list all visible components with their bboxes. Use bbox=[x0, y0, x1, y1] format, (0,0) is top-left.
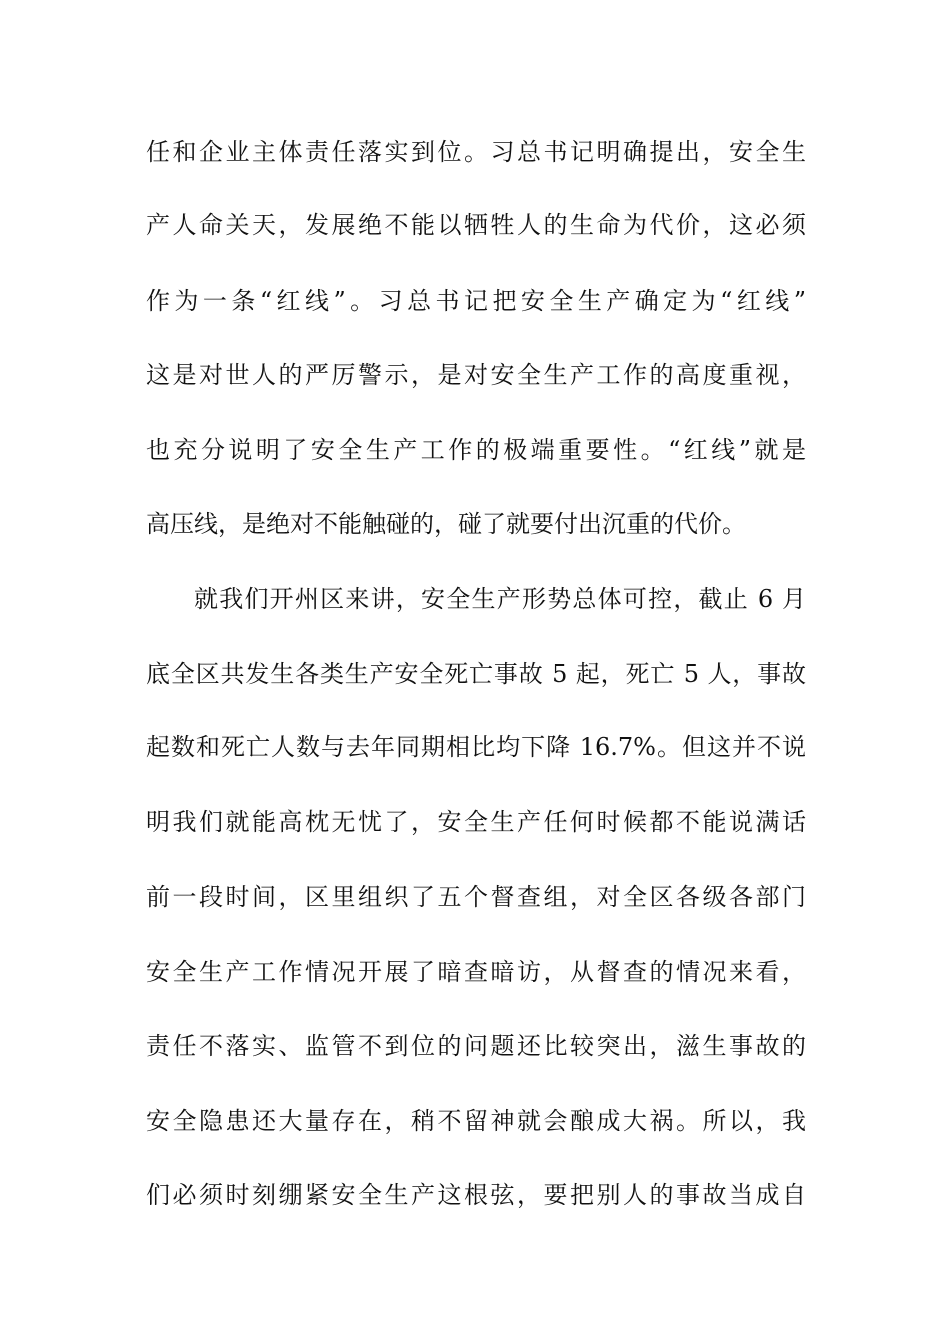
paragraph-line: 产人命关天，发展绝不能以牺牲人的生命为代价，这必须 bbox=[146, 211, 806, 239]
paragraph-line: 就我们开州区来讲，安全生产形势总体可控，截止 6 月 bbox=[194, 585, 806, 613]
paragraph-line: 前一段时间，区里组织了五个督查组，对全区各级各部门 bbox=[146, 883, 806, 911]
paragraph-line: 也充分说明了安全生产工作的极端重要性。“红线”就是 bbox=[146, 436, 806, 464]
paragraph-line: 底全区共发生各类生产安全死亡事故 5 起，死亡 5 人，事故 bbox=[146, 660, 806, 688]
paragraph-line: 任和企业主体责任落实到位。习总书记明确提出，安全生 bbox=[146, 138, 806, 166]
paragraph-line: 起数和死亡人数与去年同期相比均下降 16.7%。但这并不说 bbox=[146, 733, 806, 761]
paragraph-line: 安全生产工作情况开展了暗查暗访，从督查的情况来看， bbox=[146, 958, 806, 986]
paragraph-line: 这是对世人的严厉警示，是对安全生产工作的高度重视， bbox=[146, 361, 806, 389]
paragraph-line: 们必须时刻绷紧安全生产这根弦，要把别人的事故当成自 bbox=[146, 1181, 806, 1209]
paragraph-line: 明我们就能高枕无忧了，安全生产任何时候都不能说满话 bbox=[146, 808, 806, 836]
paragraph-line: 安全隐患还大量存在，稍不留神就会酿成大祸。所以，我 bbox=[146, 1107, 806, 1135]
paragraph-line: 高压线，是绝对不能触碰的，碰了就要付出沉重的代价。 bbox=[146, 510, 746, 538]
paragraph-line: 作为一条“红线”。习总书记把安全生产确定为“红线” bbox=[146, 287, 806, 315]
paragraph-line: 责任不落实、监管不到位的问题还比较突出，滋生事故的 bbox=[146, 1032, 806, 1060]
